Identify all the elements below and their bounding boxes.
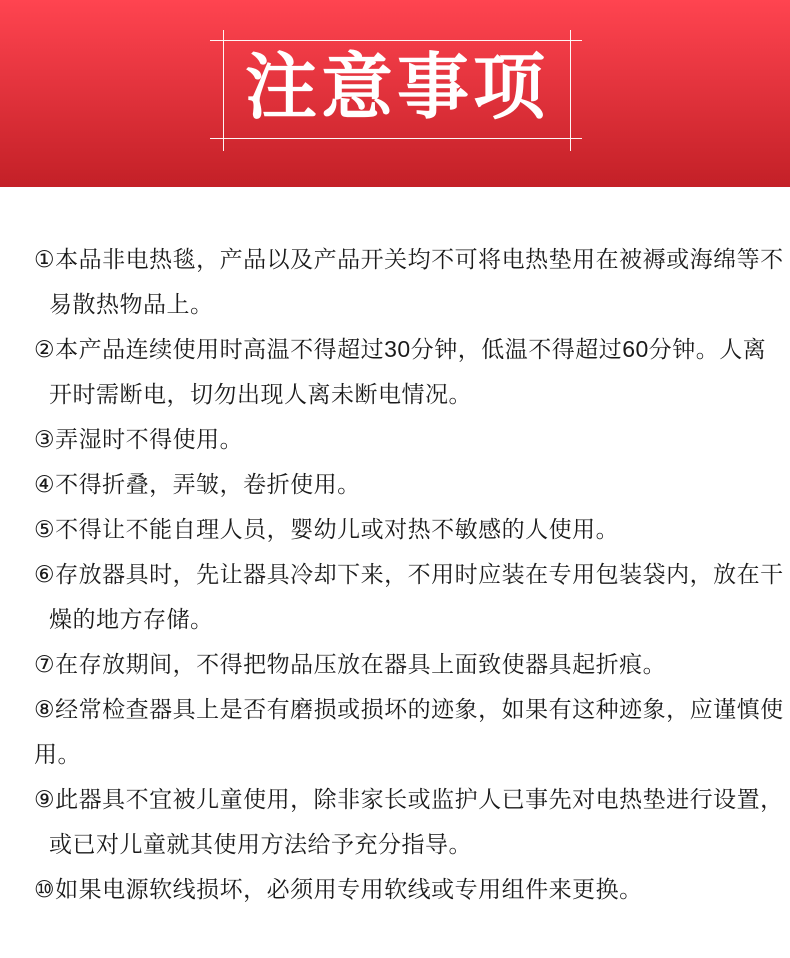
notice-item xyxy=(34,507,762,552)
notice-line: ⑧经常检查器具上是否有磨损或损坏的迹象，如果有这种迹象，应谨慎使 xyxy=(34,696,784,722)
frame-line-bottom xyxy=(210,138,582,139)
frame-line-top xyxy=(210,40,582,41)
notice-item xyxy=(34,687,784,777)
notice-line: ②本产品连续使用时高温不得超过30分钟，低温不得超过60分钟。人离 xyxy=(34,336,767,362)
hero-header xyxy=(0,0,790,187)
notice-item xyxy=(34,867,762,912)
notice-item xyxy=(34,462,762,507)
notice-list xyxy=(34,237,784,912)
notice-item xyxy=(34,777,784,867)
notice-item xyxy=(34,327,767,417)
notice-line: 开时需断电，切勿出现人离未断电情况。 xyxy=(49,381,472,407)
notices-section xyxy=(0,187,790,912)
notice-line: 用。 xyxy=(34,741,81,767)
notice-line: ③弄湿时不得使用。 xyxy=(34,426,244,452)
page-title: 注意事项 xyxy=(244,47,549,128)
notice-line: 燥的地方存储。 xyxy=(49,606,214,632)
title-frame xyxy=(223,40,571,139)
notice-line: ⑨此器具不宜被儿童使用，除非家长或监护人已事先对电热垫进行设置， xyxy=(34,786,784,812)
notice-line: ④不得折叠，弄皱，卷折使用。 xyxy=(34,471,361,497)
frame-line-left xyxy=(223,30,224,151)
notice-item xyxy=(34,552,784,642)
notice-line: ⑤不得让不能自理人员，婴幼儿或对热不敏感的人使用。 xyxy=(34,516,620,542)
notice-line: 易散热物品上。 xyxy=(49,291,214,317)
notice-line: ⑥存放器具时，先让器具冷却下来，不用时应装在专用包装袋内，放在干 xyxy=(34,561,784,587)
notice-item xyxy=(34,417,762,462)
notice-item xyxy=(34,642,762,687)
notice-item xyxy=(34,237,784,327)
notice-line: 或已对儿童就其使用方法给予充分指导。 xyxy=(49,831,472,857)
notice-line: ⑩如果电源软线损坏，必须用专用软线或专用组件来更换。 xyxy=(34,876,643,902)
notice-line: ⑦在存放期间，不得把物品压放在器具上面致使器具起折痕。 xyxy=(34,651,667,677)
notice-line: ①本品非电热毯，产品以及产品开关均不可将电热垫用在被褥或海绵等不 xyxy=(34,246,784,272)
frame-line-right xyxy=(570,30,571,151)
